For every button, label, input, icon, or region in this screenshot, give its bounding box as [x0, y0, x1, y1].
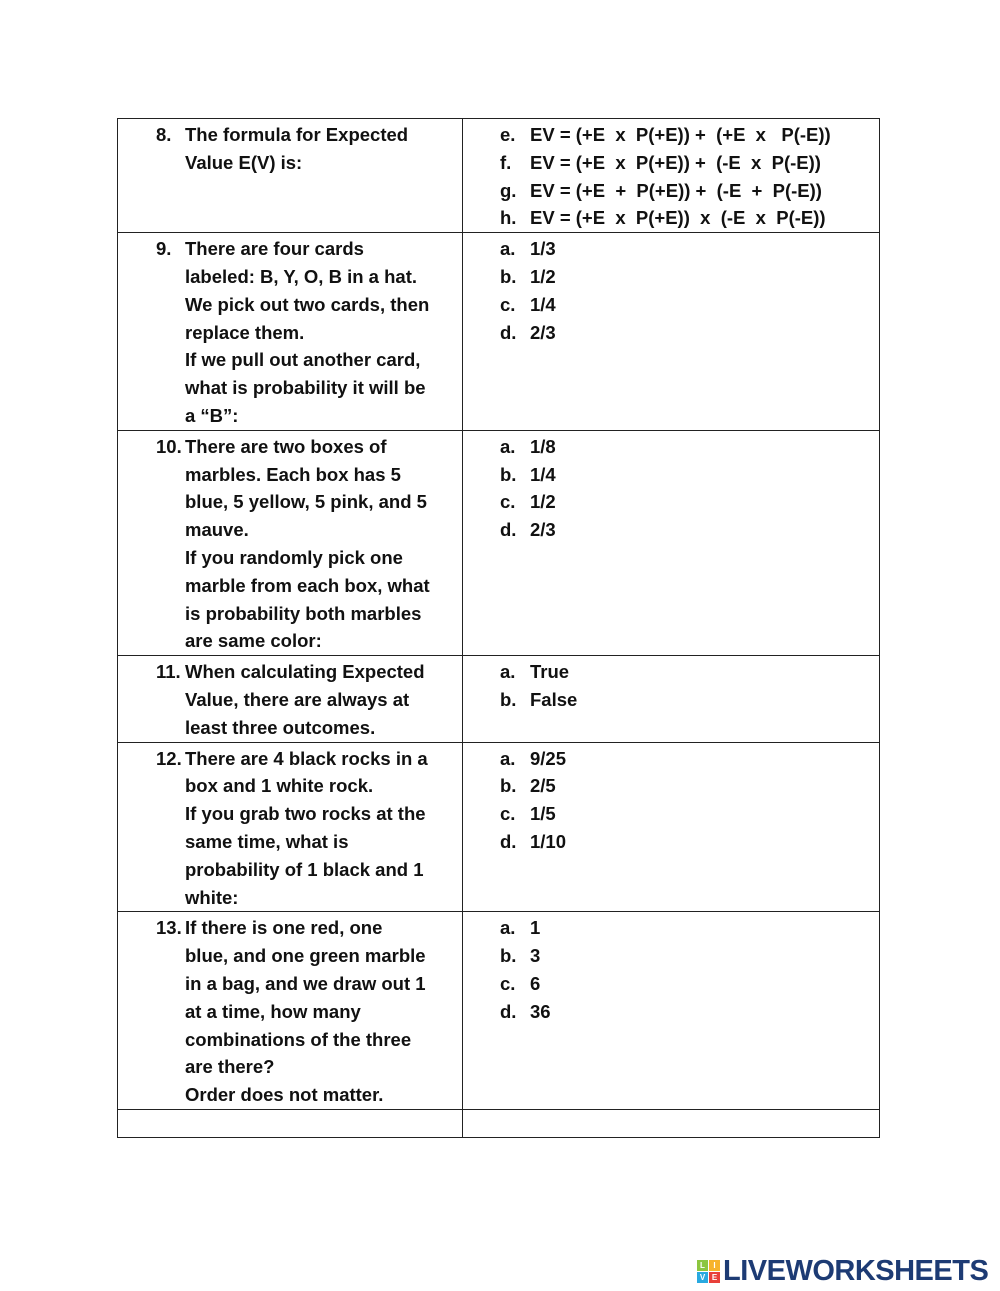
answer-letter: c.: [500, 972, 516, 994]
answer-option: [463, 319, 879, 347]
question-row: [118, 742, 880, 912]
logo-cube-letter: L: [697, 1260, 708, 1271]
answer-option: [463, 942, 879, 970]
question-text: [118, 912, 462, 1109]
answer-letter: f.: [500, 151, 512, 173]
empty-row: [118, 1109, 880, 1137]
question-line: combinations of the three: [185, 1028, 412, 1050]
answers-cell: [463, 233, 880, 431]
question-number: 10.: [156, 435, 182, 457]
question-line: white:: [185, 886, 239, 908]
question-cell: [118, 656, 463, 742]
question-line: Value, there are always at: [185, 688, 410, 710]
answer-option: [463, 291, 879, 319]
answer-text: 1/5: [530, 803, 556, 825]
answer-option: [463, 461, 879, 489]
answer-list: [463, 743, 879, 856]
answer-option: [463, 263, 879, 291]
answer-letter: b.: [500, 265, 517, 287]
answer-text: 6: [530, 972, 541, 994]
question-line: are there?: [185, 1056, 275, 1078]
question-number: 11.: [156, 661, 181, 683]
empty-cell: [463, 1109, 880, 1137]
question-line: marble from each box, what: [185, 574, 430, 596]
question-line: If we pull out another card,: [185, 349, 421, 371]
answer-text: 36: [530, 1000, 551, 1022]
answer-letter: d.: [500, 519, 517, 541]
answer-option: [463, 686, 879, 714]
question-text: [118, 119, 462, 177]
answer-text: False: [530, 688, 578, 710]
answer-letter: h.: [500, 207, 517, 229]
answer-text: 1/10: [530, 830, 567, 852]
logo-cube-letter: I: [709, 1260, 720, 1271]
answer-option: [463, 800, 879, 828]
logo-cube-letter: V: [697, 1272, 708, 1283]
question-line: There are 4 black rocks in a: [185, 747, 428, 769]
answer-text: 3: [530, 945, 541, 967]
logo-cube-letter: E: [709, 1272, 720, 1283]
question-line: If there is one red, one: [185, 917, 383, 939]
question-line: a “B”:: [185, 404, 239, 426]
answer-text: 1/4: [530, 293, 556, 315]
question-cell: [118, 742, 463, 912]
question-line: If you randomly pick one: [185, 546, 403, 568]
question-line: There are four cards: [185, 238, 364, 260]
answer-option: [463, 177, 879, 205]
liveworksheets-logo: [697, 1255, 988, 1288]
question-line: marbles. Each box has 5: [185, 463, 401, 485]
answer-text: 2/5: [530, 775, 556, 797]
question-line: are same color:: [185, 630, 322, 652]
empty-cell: [118, 1109, 463, 1137]
answer-option: [463, 149, 879, 177]
answer-option: [463, 828, 879, 856]
answer-text: 2/3: [530, 321, 556, 343]
answers-cell: [463, 912, 880, 1110]
answer-option: [463, 121, 879, 149]
question-line: at a time, how many: [185, 1000, 361, 1022]
answer-letter: b.: [500, 688, 517, 710]
answer-option: [463, 658, 879, 686]
question-row: [118, 912, 880, 1110]
question-line: box and 1 white rock.: [185, 775, 374, 797]
answer-list: [463, 233, 879, 346]
question-number: 8.: [156, 124, 172, 145]
answer-text: 1/3: [530, 238, 556, 260]
answer-option: [463, 488, 879, 516]
answer-list: [463, 119, 879, 232]
answer-text: 1/2: [530, 265, 556, 287]
answer-letter: a.: [500, 435, 516, 457]
question-text: [118, 656, 462, 741]
answer-list: [463, 431, 879, 544]
question-line: The formula for Expected: [185, 124, 409, 145]
question-text: [118, 431, 462, 655]
answer-option: [463, 914, 879, 942]
answer-text: True: [530, 661, 570, 683]
question-line: We pick out two cards, then: [185, 293, 430, 315]
answer-letter: a.: [500, 661, 516, 683]
question-row: [118, 119, 880, 233]
answer-letter: a.: [500, 747, 516, 769]
answer-option: [463, 745, 879, 773]
answer-option: [463, 970, 879, 998]
answer-letter: d.: [500, 830, 517, 852]
answer-letter: c.: [500, 293, 516, 315]
answer-letter: c.: [500, 803, 516, 825]
answer-text: 1/2: [530, 491, 556, 513]
question-cell: [118, 430, 463, 655]
question-line: mauve.: [185, 519, 249, 541]
answer-letter: d.: [500, 321, 517, 343]
question-line: There are two boxes of: [185, 435, 387, 457]
answer-letter: b.: [500, 775, 517, 797]
answer-text: EV = (+E + P(+E)) + (-E + P(-E)): [530, 179, 822, 201]
question-text: [118, 743, 462, 912]
quiz-table: [117, 118, 880, 1138]
question-line: labeled: B, Y, O, B in a hat.: [185, 265, 417, 287]
question-line: blue, 5 yellow, 5 pink, and 5: [185, 491, 427, 513]
answer-option: [463, 998, 879, 1026]
answer-letter: d.: [500, 1000, 517, 1022]
answer-letter: g.: [500, 179, 517, 201]
question-cell: [118, 119, 463, 233]
question-row: [118, 656, 880, 742]
question-line: replace them.: [185, 321, 305, 343]
question-row: [118, 430, 880, 655]
question-line: blue, and one green marble: [185, 945, 426, 967]
answer-option: [463, 433, 879, 461]
question-line: same time, what is: [185, 830, 349, 852]
question-line: what is probability it will be: [185, 377, 426, 399]
logo-cube-icon: [697, 1260, 720, 1283]
question-number: 9.: [156, 238, 172, 260]
question-line: least three outcomes.: [185, 716, 376, 738]
answer-text: 2/3: [530, 519, 556, 541]
question-text: [118, 233, 462, 430]
logo-text: LIVEWORKSHEETS: [723, 1255, 989, 1287]
answers-cell: [463, 430, 880, 655]
answer-text: EV = (+E x P(+E)) + (+E x P(-E)): [530, 124, 831, 145]
answer-letter: a.: [500, 238, 516, 260]
answer-text: 1/8: [530, 435, 556, 457]
question-line: is probability both marbles: [185, 602, 422, 624]
question-line: If you grab two rocks at the: [185, 803, 426, 825]
question-line: Value E(V) is:: [185, 151, 303, 173]
question-number: 12.: [156, 747, 182, 769]
question-number: 13.: [156, 917, 182, 939]
answer-text: EV = (+E x P(+E)) + (-E x P(-E)): [530, 151, 821, 173]
answer-letter: a.: [500, 917, 516, 939]
question-row: [118, 233, 880, 431]
answers-cell: [463, 656, 880, 742]
question-line: Order does not matter.: [185, 1084, 384, 1106]
question-line: probability of 1 black and 1: [185, 858, 424, 880]
answer-list: [463, 656, 879, 714]
question-line: When calculating Expected: [185, 661, 425, 683]
answer-letter: c.: [500, 491, 516, 513]
answers-cell: [463, 119, 880, 233]
answer-letter: b.: [500, 945, 517, 967]
answer-option: [463, 204, 879, 232]
question-line: in a bag, and we draw out 1: [185, 972, 426, 994]
answer-option: [463, 772, 879, 800]
question-cell: [118, 912, 463, 1110]
answers-cell: [463, 742, 880, 912]
answer-list: [463, 912, 879, 1025]
question-cell: [118, 233, 463, 431]
answer-option: [463, 235, 879, 263]
answer-letter: e.: [500, 124, 516, 145]
answer-text: 9/25: [530, 747, 567, 769]
answer-text: 1/4: [530, 463, 556, 485]
answer-option: [463, 516, 879, 544]
answer-letter: b.: [500, 463, 517, 485]
answer-text: 1: [530, 917, 541, 939]
answer-text: EV = (+E x P(+E)) x (-E x P(-E)): [530, 207, 826, 229]
